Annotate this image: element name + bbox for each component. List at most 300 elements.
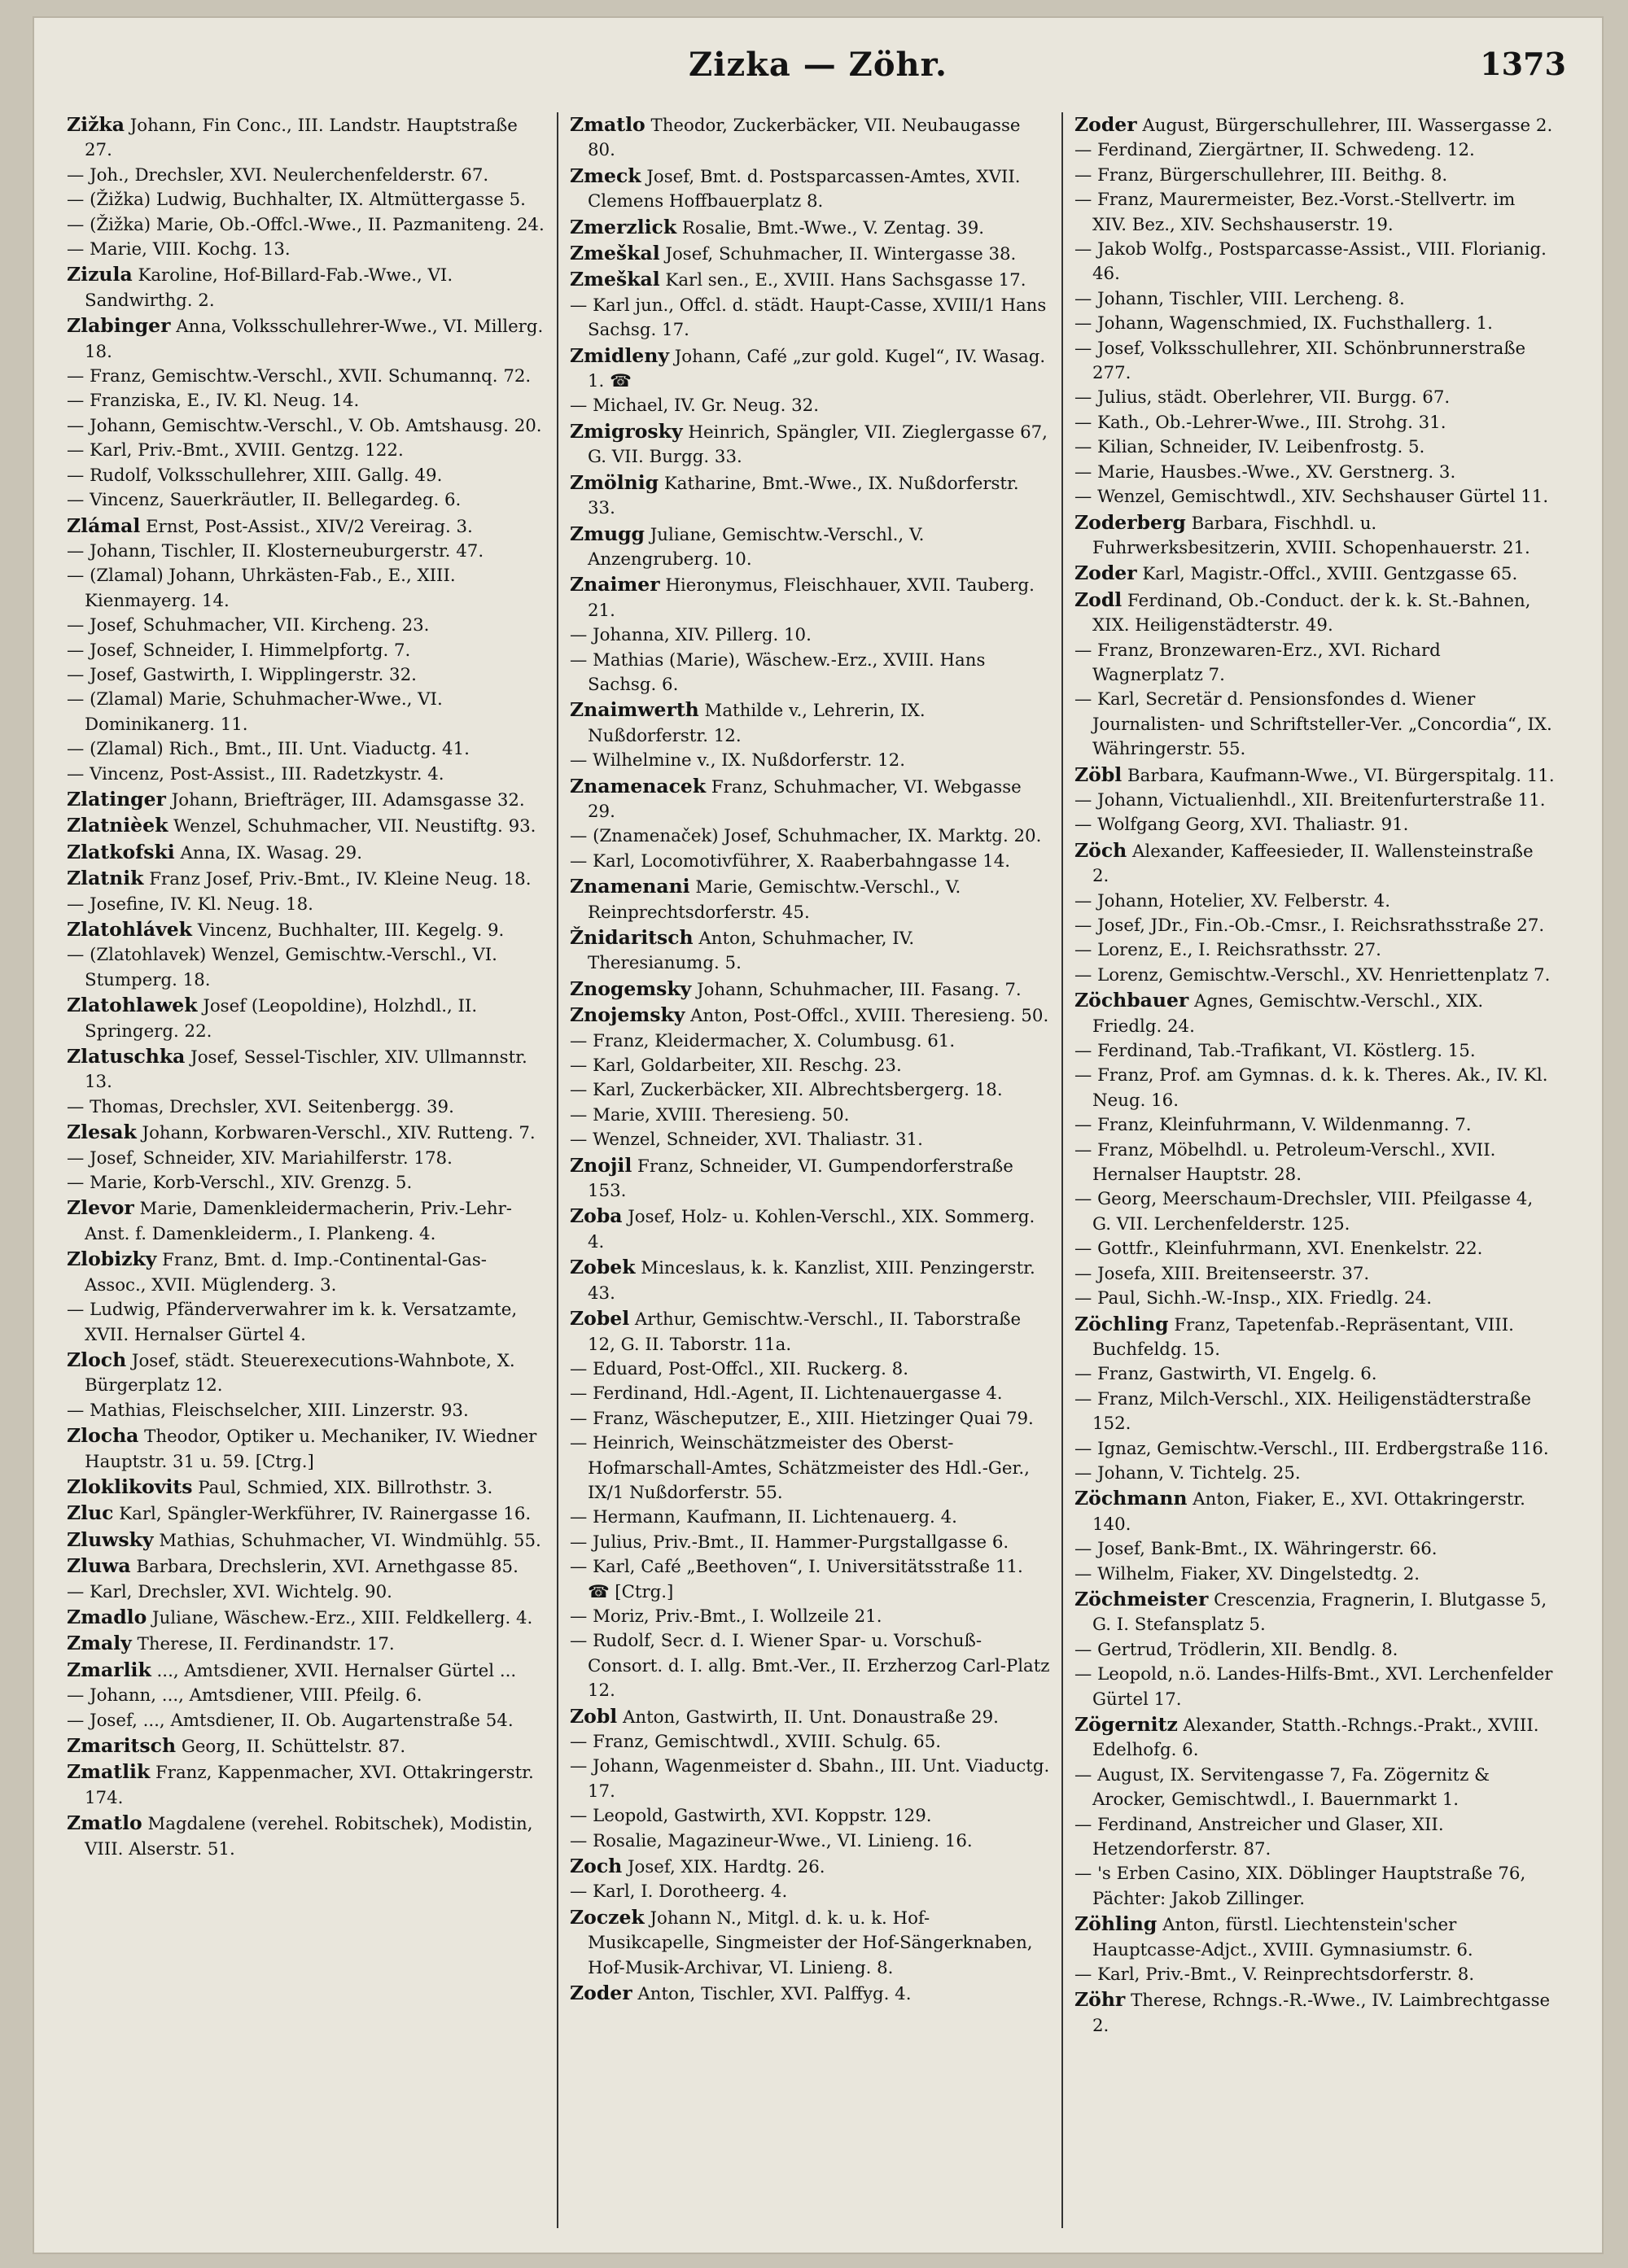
entry-details: — Franz, Kleidermacher, X. Columbusg. 61. <box>570 1030 956 1051</box>
directory-entry <box>1074 510 1555 562</box>
entry-details: Franz, Schuhmacher, VI. Webgasse 29. <box>588 776 1022 822</box>
directory-entry <box>1074 112 1555 138</box>
entry-details: — Karl, Secretär d. Pensionsfondes d. Wiener Journalisten- und Schriftsteller-Ver. „Concordia“, IX. Währingerstr. 55. <box>1074 689 1552 760</box>
entry-details: — Franziska, E., IV. Kl. Neug. 14. <box>67 391 360 412</box>
entry-details: Juliane, Wäschew.-Erz., XIII. Feldkellerg. 4. <box>147 1607 533 1628</box>
entry-surname: Zmaly <box>67 1632 132 1655</box>
directory-entry <box>570 874 1050 925</box>
entry-details: — Johann, Wagenmeister d. Sbahn., III. Unt. Viaductg. 17. <box>570 1756 1050 1802</box>
entry-surname: Zlatnik <box>67 867 144 890</box>
entry-surname: Znojemsky <box>570 1003 685 1027</box>
entry-details: — Johann, Tischler, VIII. Lercheng. 8. <box>1074 288 1405 309</box>
entry-details: — Vincenz, Sauerkräutler, II. Bellegardeg. 6. <box>67 490 462 511</box>
entry-details: — Kilian, Schneider, IV. Leibenfrostg. 5. <box>1074 437 1425 458</box>
directory-entry <box>1074 1039 1555 1064</box>
directory-entry <box>67 639 547 663</box>
entry-surname: Zoder <box>570 1982 632 2005</box>
directory-entry <box>1074 287 1555 312</box>
entry-details: — (Zlatohlavek) Wenzel, Gemischtw.-Verschl., VI. Stumperg. 18. <box>67 945 497 990</box>
entry-details: — Franz, Gemischtw.-Verschl., XVII. Schumannq. 72. <box>67 366 532 387</box>
entry-surname: Zmeškal <box>570 242 660 265</box>
entry-details: — Rudolf, Volksschullehrer, XIII. Gallg. 49. <box>67 465 443 486</box>
entry-surname: Zlatkofski <box>67 840 175 863</box>
directory-entry <box>67 688 547 737</box>
entry-details: Therese, Rchngs.-R.-Wwe., IV. Laimbrechtgasse 2. <box>1092 1991 1551 2036</box>
entry-details: Karl, Spängler-Werkführer, IV. Rainergasse 16. <box>113 1504 532 1525</box>
directory-entry <box>67 1171 547 1195</box>
directory-entry <box>67 763 547 787</box>
directory-entry <box>570 1029 1050 1054</box>
entry-details: — Josef, Bank-Bmt., IX. Währingerstr. 66. <box>1074 1539 1438 1560</box>
directory-entry <box>1074 1537 1555 1562</box>
directory-entry <box>67 1580 547 1605</box>
entry-details: — Lorenz, Gemischtw.-Verschl., XV. Henriettenplatz 7. <box>1074 964 1551 985</box>
entry-details: Franz, Bmt. d. Imp.-Continental-Gas-Assoc., XVII. Müglenderg. 3. <box>85 1250 487 1296</box>
directory-entry <box>570 1306 1050 1357</box>
directory-entry <box>570 1629 1050 1703</box>
directory-entry <box>67 1120 547 1146</box>
directory-entry <box>570 522 1050 573</box>
directory-entry <box>570 1255 1050 1306</box>
entry-details: Rosalie, Bmt.-Wwe., V. Zentag. 39. <box>676 217 985 238</box>
entry-surname: Znaimer <box>570 573 660 596</box>
entry-details: Marie, Gemischtw.-Verschl., V. Reinprechtsdorferstr. 45. <box>588 877 961 923</box>
directory-entry <box>67 1044 547 1095</box>
directory-entry <box>570 697 1050 749</box>
directory-entry <box>1074 1237 1555 1261</box>
directory-entry <box>1074 588 1555 639</box>
entry-details: — Mathias, Fleischselcher, XIII. Linzerstr. 93. <box>67 1400 469 1421</box>
entry-surname: Zoba <box>570 1204 623 1228</box>
entry-details: Vincenz, Buchhalter, III. Kegelg. 9. <box>191 920 505 941</box>
directory-entry <box>67 1658 547 1684</box>
entry-details: — Ferdinand, Anstreicher und Glaser, XII. Hetzendorferstr. 87. <box>1074 1814 1444 1860</box>
directory-entry <box>67 840 547 866</box>
entry-details: Anton, Gastwirth, II. Unt. Donaustraße 29. <box>617 1706 999 1728</box>
entry-details: — Karl, Locomotivführer, X. Raaberbahngasse 14. <box>570 850 1011 872</box>
directory-entry <box>570 1704 1050 1730</box>
directory-entry <box>1074 1362 1555 1387</box>
entry-surname: Zmugg <box>570 522 645 545</box>
directory-entry <box>570 1730 1050 1755</box>
directory-entry <box>570 1003 1050 1029</box>
directory-entry <box>1074 813 1555 837</box>
entry-details: — Rudolf, Secr. d. I. Wiener Spar- u. Vorschuß-Consort. d. I. allg. Bmt.-Ver., II. Erzherzog Carl-Platz 12. <box>570 1631 1050 1702</box>
directory-entry <box>1074 688 1555 762</box>
entry-surname: Zobl <box>570 1704 618 1728</box>
directory-entry <box>1074 1987 1555 2039</box>
entry-surname: Zmeck <box>570 164 641 187</box>
directory-entry <box>570 572 1050 623</box>
entry-details: Alexander, Statth.-Rchngs.-Prakt., XVIII. Edelhofg. 6. <box>1092 1715 1539 1761</box>
entry-surname: Zoder <box>1074 113 1137 136</box>
directory-entry <box>570 470 1050 522</box>
directory-entry <box>1074 1587 1555 1638</box>
entry-details: Johann N., Mitgl. d. k. u. k. Hof-Musikcapelle, Singmeister der Hof-Sängerknaben, Hof-Musik-Archivar, VI. Linieng. 8. <box>588 1907 1033 1978</box>
page-header <box>33 16 1604 106</box>
directory-entry <box>570 1981 1050 2007</box>
entry-surname: Znogemsky <box>570 977 692 1000</box>
directory-entry <box>67 1195 547 1247</box>
directory-entry <box>67 1475 547 1501</box>
directory-entry <box>1074 1663 1555 1712</box>
directory-entry <box>67 1631 547 1657</box>
entry-details: — (Žižka) Marie, Ob.-Offcl.-Wwe., II. Pazmaniteng. 24. <box>67 214 545 235</box>
entry-details: Josef, XIX. Hardtg. 26. <box>622 1857 825 1878</box>
entry-details: Barbara, Fischhdl. u. Fuhrwerksbesitzerin, XVIII. Schopenhauerstr. 21. <box>1092 513 1530 558</box>
entry-surname: Zlatohlawek <box>67 994 198 1017</box>
directory-entry <box>570 164 1050 215</box>
entry-details: — Franz, Möbelhdl. u. Petroleum-Verschl., XVII. Hernalser Hauptstr. 28. <box>1074 1139 1496 1186</box>
entry-details: — Wilhelmine v., IX. Nußdorferstr. 12. <box>570 750 905 771</box>
directory-entry <box>570 623 1050 648</box>
directory-entry <box>1074 411 1555 435</box>
entry-details: — Leopold, Gastwirth, XVI. Koppstr. 129. <box>570 1806 932 1827</box>
entry-surname: Zmidleny <box>570 343 669 367</box>
directory-entry <box>67 513 547 540</box>
entry-details: Ernst, Post-Assist., XIV/2 Vereirag. 3. <box>140 516 473 537</box>
entry-details: — Josefa, XIII. Breitenseerstr. 37. <box>1074 1263 1370 1284</box>
entry-surname: Zobek <box>570 1256 636 1279</box>
entry-details: — Karl, Drechsler, XVI. Wichtelg. 90. <box>67 1581 392 1602</box>
directory-entry <box>1074 914 1555 938</box>
directory-entry <box>67 917 547 943</box>
directory-entry <box>67 1399 547 1423</box>
entry-surname: Zmölnig <box>570 470 659 494</box>
entry-details: — Johann, Victualienhdl., XII. Breitenfurterstraße 11. <box>1074 789 1546 811</box>
entry-details: — Rosalie, Magazineur-Wwe., VI. Linieng. 16. <box>570 1830 973 1851</box>
entry-details: Anton, fürstl. Liechtenstein'scher Hauptcasse-Adjct., XVIII. Gymnasiumstr. 6. <box>1092 1915 1473 1960</box>
directory-entry <box>570 774 1050 825</box>
directory-entry <box>1074 1763 1555 1813</box>
directory-entry <box>1074 485 1555 509</box>
entry-details: ..., Amtsdiener, XVII. Hernalser Gürtel ... <box>151 1660 517 1681</box>
directory-page <box>33 16 1604 2254</box>
directory-entry <box>67 1247 547 1298</box>
entry-details: — Vincenz, Post-Assist., III. Radetzkystr. 4. <box>67 763 444 784</box>
directory-entry <box>570 649 1050 698</box>
directory-entry <box>570 1078 1050 1103</box>
entry-details: Juliane, Gemischtw.-Verschl., V. Anzengruberg. 10. <box>588 524 925 570</box>
entry-details: — Wenzel, Gemischtwdl., XIV. Sechshauser Gürtel 11. <box>1074 487 1549 508</box>
entry-details: Josef (Leopoldine), Holzhdl., II. Springerg. 22. <box>85 996 478 1042</box>
directory-entry <box>1074 639 1555 688</box>
entry-surname: Zlatohlávek <box>67 918 192 941</box>
column-divider <box>1061 112 1063 2228</box>
entry-details: — Franz, Kleinfuhrmann, V. Wildenmanng. 7. <box>1074 1115 1472 1136</box>
entry-surname: Zöchmann <box>1074 1487 1188 1510</box>
directory-entry <box>570 1829 1050 1854</box>
directory-entry <box>1074 1638 1555 1663</box>
entry-surname: Zöhr <box>1074 1988 1126 2012</box>
entry-details: — (Zlamal) Marie, Schuhmacher-Wwe., VI. Dominikanerg. 11. <box>67 689 443 735</box>
entry-details: Josef, Bmt. d. Postsparcassen-Amtes, XVII. Clemens Hoffbauerplatz 8. <box>588 166 1021 212</box>
entry-surname: Zobel <box>570 1307 630 1331</box>
directory-entry <box>67 313 547 365</box>
entry-details: Arthur, Gemischtw.-Verschl., II. Taborstraße 12, G. II. Taborstr. 11a. <box>588 1309 1022 1355</box>
entry-details: Ferdinand, Ob.-Conduct. der k. k. St.-Bahnen, XIX. Heiligenstädterstr. 49. <box>1092 590 1531 636</box>
directory-entry <box>1074 1287 1555 1311</box>
entry-details: — Mathias (Marie), Wäschew.-Erz., XVIII. Hans Sachsg. 6. <box>570 649 986 695</box>
entry-details: Paul, Schmied, XIX. Billrothstr. 3. <box>192 1477 493 1498</box>
entry-surname: Znaimwerth <box>570 698 699 722</box>
entry-details: Theodor, Zuckerbäcker, VII. Neubaugasse 80. <box>588 116 1021 161</box>
entry-details: August, Bürgerschullehrer, III. Wassergasse 2. <box>1136 116 1553 136</box>
entry-details: Karoline, Hof-Billard-Fab.-Wwe., VI. Sandwirthg. 2. <box>85 265 453 311</box>
entry-details: — Michael, IV. Gr. Neug. 32. <box>570 395 819 417</box>
directory-entry <box>570 241 1050 267</box>
directory-entry <box>67 993 547 1044</box>
entry-surname: Zmarlik <box>67 1658 151 1681</box>
directory-entry <box>570 1531 1050 1555</box>
directory-entry <box>67 1684 547 1708</box>
entry-details: — Marie, XVIII. Theresieng. 50. <box>570 1104 850 1125</box>
entry-details: — Josef, JDr., Fin.-Ob.-Cmsr., I. Reichsrathsstraße 27. <box>1074 916 1545 936</box>
directory-entry <box>67 213 547 238</box>
entry-details: — (Žižka) Ludwig, Buchhalter, IX. Altmüttergasse 5. <box>67 190 526 211</box>
entry-details: Anton, Post-Offcl., XVIII. Theresieng. 50. <box>685 1006 1049 1027</box>
directory-entry <box>67 488 547 513</box>
entry-details: Anna, Volksschullehrer-Wwe., VI. Millerg. 18. <box>85 317 544 362</box>
directory-entry <box>1074 238 1555 287</box>
entry-details: Anton, Tischler, XVI. Palffyg. 4. <box>632 1984 912 2005</box>
directory-entry <box>67 439 547 463</box>
entry-surname: Zloklikovits <box>67 1475 193 1498</box>
entry-details: Alexander, Kaffeesieder, II. Wallensteinstraße 2. <box>1092 841 1534 887</box>
entry-surname: Zmatlo <box>67 1811 142 1835</box>
entry-surname: Zögernitz <box>1074 1713 1178 1736</box>
directory-entry <box>570 1854 1050 1880</box>
entry-details: — Johann, Tischler, II. Klosterneuburgerstr. 47. <box>67 540 484 562</box>
entry-details: — Joh., Drechsler, XVI. Neulerchenfelderstr. 67. <box>67 164 489 186</box>
directory-entry <box>1074 1912 1555 1963</box>
entry-details: Josef, Schuhmacher, II. Wintergasse 38. <box>659 244 1017 265</box>
entry-details: — Johanna, XIV. Pillerg. 10. <box>570 625 812 646</box>
entry-details: — Marie, Hausbes.-Wwe., XV. Gerstnerg. 3. <box>1074 461 1456 483</box>
column-1 <box>67 112 547 2236</box>
directory-entry <box>1074 1862 1555 1912</box>
entry-details: — Josef, Schneider, I. Himmelpfortg. 7. <box>67 640 411 661</box>
entry-surname: Zižka <box>67 113 125 136</box>
entry-details: — (Znamenaček) Josef, Schuhmacher, IX. Marktg. 20. <box>570 826 1042 847</box>
directory-entry <box>67 1348 547 1399</box>
directory-entry <box>67 1733 547 1759</box>
directory-entry <box>1074 164 1555 188</box>
entry-details: — Josef, Schuhmacher, VII. Kircheng. 23. <box>67 615 430 636</box>
entry-details: — Franz, Gastwirth, VI. Engelg. 6. <box>1074 1364 1377 1385</box>
entry-details: — Karl jun., Offcl. d. städt. Haupt-Casse, XVIII/1 Hans Sachsg. 17. <box>570 295 1047 341</box>
entry-details: — (Zlamal) Johann, Uhrkästen-Fab., E., XIII. Kienmayerg. 14. <box>67 566 456 611</box>
directory-entry <box>1074 1387 1555 1437</box>
directory-entry <box>570 215 1050 241</box>
entry-details: — Eduard, Post-Offcl., XII. Ruckerg. 8. <box>570 1358 909 1379</box>
entry-surname: Zmatlo <box>570 113 646 136</box>
entry-surname: Zluc <box>67 1501 114 1525</box>
directory-entry <box>570 1905 1050 1981</box>
directory-entry <box>67 866 547 892</box>
entry-surname: Zoderberg <box>1074 510 1186 534</box>
directory-entry <box>570 1407 1050 1431</box>
entry-details: Crescenzia, Fragnerin, I. Blutgasse 5, G. I. Stefansplatz 5. <box>1092 1589 1547 1636</box>
entry-surname: Zmerzlick <box>570 215 677 238</box>
entry-details: Minceslaus, k. k. Kanzlist, XIII. Penzingerstr. 43. <box>588 1258 1035 1304</box>
entry-details: — Heinrich, Weinschätzmeister des Oberst-Hofmarschall-Amtes, Schätzmeister des Hdl.-Ger., IX/1 Nußdorferstr. 55. <box>570 1433 1030 1503</box>
entry-details: Therese, II. Ferdinandstr. 17. <box>131 1634 395 1655</box>
directory-entry <box>67 238 547 262</box>
directory-entry <box>570 294 1050 343</box>
entry-details: Katharine, Bmt.-Wwe., IX. Nußdorferstr. 33. <box>588 473 1019 519</box>
entry-surname: Zluwa <box>67 1554 131 1578</box>
entry-surname: Zmeškal <box>570 268 660 291</box>
entry-details: — Wenzel, Schneider, XVI. Thaliastr. 31. <box>570 1130 923 1151</box>
entry-details: Anton, Fiaker, E., XVI. Ottakringerstr. 140. <box>1092 1489 1525 1535</box>
entry-details: Agnes, Gemischtw.-Verschl., XIX. Friedlg. 24. <box>1092 991 1484 1037</box>
directory-entry <box>67 540 547 564</box>
entry-surname: Zöbl <box>1074 763 1123 786</box>
directory-entry <box>67 262 547 313</box>
entry-details: — Gertrud, Trödlerin, XII. Bendlg. 8. <box>1074 1639 1398 1660</box>
entry-details: — Franz, Bronzewaren-Erz., XVI. Richard Wagnerplatz 7. <box>1074 640 1441 685</box>
entry-details: Barbara, Drechslerin, XVI. Arnethgasse 85. <box>130 1557 519 1578</box>
entry-details: Josef, städt. Steuerexecutions-Wahnbote, X. Bürgerplatz 12. <box>85 1350 515 1396</box>
entry-details: — Kath., Ob.-Lehrer-Wwe., III. Strohg. 31. <box>1074 412 1446 433</box>
entry-details: — Franz, Maurermeister, Bez.-Vorst.-Stellvertr. im XIV. Bez., XIV. Sechshauserstr. 19. <box>1074 190 1516 235</box>
directory-entry <box>570 1605 1050 1629</box>
directory-entry <box>1074 763 1555 789</box>
entry-details: Johann, Fin Conc., III. Landstr. Hauptstraße 27. <box>85 116 518 161</box>
entry-surname: Zmaritsch <box>67 1734 177 1757</box>
directory-entry <box>1074 964 1555 988</box>
directory-entry <box>67 389 547 413</box>
entry-details: — Karl, Priv.-Bmt., XVIII. Gentzg. 122. <box>67 440 404 461</box>
directory-entry <box>1074 1113 1555 1138</box>
directory-entry <box>1074 188 1555 238</box>
entry-details: — Julius, städt. Oberlehrer, VII. Burgg. 67. <box>1074 387 1451 409</box>
entry-surname: Zlobizky <box>67 1248 157 1271</box>
directory-entry <box>570 1382 1050 1406</box>
entry-details: Josef, Sessel-Tischler, XIV. Ullmannstr. 13. <box>85 1047 527 1093</box>
entry-surname: Zöchling <box>1074 1312 1169 1335</box>
entry-details: — Franz, Bürgerschullehrer, III. Beithg. 8. <box>1074 164 1448 186</box>
entry-details: — Ferdinand, Ziergärtner, II. Schwedeng. 12. <box>1074 140 1475 161</box>
entry-details: — Johann, ..., Amtsdiener, VIII. Pfeilg. 6. <box>67 1685 422 1706</box>
entry-details: Johann, Café „zur gold. Kugel“, IV. Wasag. 1. ☎ <box>588 346 1046 392</box>
entry-details: Franz Josef, Priv.-Bmt., IV. Kleine Neug. 18. <box>143 869 532 890</box>
directory-entry <box>570 749 1050 773</box>
entry-details: — Franz, Milch-Verschl., XIX. Heiligenstädterstraße 152. <box>1074 1388 1532 1435</box>
entry-details: — Ignaz, Gemischtw.-Verschl., III. Erdbergstraße 116. <box>1074 1438 1549 1459</box>
directory-entry <box>1074 889 1555 914</box>
entry-details: — Karl, Goldarbeiter, XII. Reschg. 23. <box>570 1055 902 1077</box>
entry-details: — Ferdinand, Tab.-Trafikant, VI. Köstlerg. 15. <box>1074 1041 1476 1062</box>
directory-entry <box>1074 1437 1555 1462</box>
directory-entry <box>1074 1262 1555 1287</box>
directory-entry <box>1074 337 1555 387</box>
entry-surname: Zlesak <box>67 1121 137 1144</box>
directory-entry <box>570 850 1050 874</box>
directory-entry <box>67 188 547 212</box>
page-title: Zizka — Zöhr. <box>689 46 947 84</box>
directory-entry <box>1074 1963 1555 1987</box>
directory-entry <box>1074 1138 1555 1188</box>
entry-details: Barbara, Kaufmann-Wwe., VI. Bürgerspitalg. 11. <box>1122 765 1555 786</box>
column-divider <box>557 112 558 2228</box>
directory-entry <box>67 1709 547 1733</box>
entry-details: — Marie, Korb-Verschl., XIV. Grenzg. 5. <box>67 1173 413 1194</box>
directory-entry <box>1074 561 1555 587</box>
entry-surname: Zmatlik <box>67 1760 151 1784</box>
directory-entry <box>570 1357 1050 1382</box>
column-2 <box>570 112 1050 2236</box>
entry-details: — Johann, V. Tichtelg. 25. <box>1074 1462 1301 1484</box>
directory-entry <box>570 112 1050 164</box>
entry-details: — Gottfr., Kleinfuhrmann, XVI. Enenkelstr. 22. <box>1074 1239 1483 1260</box>
entry-details: — Karl, Zuckerbäcker, XII. Albrechtsbergerg. 18. <box>570 1080 1003 1101</box>
directory-entry <box>1074 1562 1555 1587</box>
directory-entry <box>67 564 547 614</box>
entry-details: — Leopold, n.ö. Landes-Hilfs-Bmt., XVI. Lerchenfelder Gürtel 17. <box>1074 1664 1553 1710</box>
entry-surname: Zöchbauer <box>1074 989 1189 1012</box>
directory-entry <box>570 1153 1050 1204</box>
entry-surname: Zlabinger <box>67 314 171 338</box>
entry-details: Heinrich, Spängler, VII. Zieglergasse 67, G. VII. Burgg. 33. <box>588 422 1048 468</box>
entry-details: — Wolfgang Georg, XVI. Thaliastr. 91. <box>1074 815 1409 836</box>
entry-surname: Zlatuschka <box>67 1045 186 1068</box>
directory-entry <box>67 1527 547 1554</box>
directory-entry <box>1074 1312 1555 1363</box>
entry-surname: Zoder <box>1074 562 1137 585</box>
entry-details: — Julius, Priv.-Bmt., II. Hammer-Purgstallgasse 6. <box>570 1532 1009 1553</box>
entry-details: — Franz, Gemischtwdl., XVIII. Schulg. 65. <box>570 1732 942 1752</box>
entry-surname: Zoczek <box>570 1905 645 1929</box>
entry-details: — Hermann, Kaufmann, II. Lichtenauerg. 4. <box>570 1507 957 1528</box>
directory-entry <box>67 943 547 993</box>
directory-entry <box>570 419 1050 470</box>
entry-surname: Žnidaritsch <box>570 926 694 949</box>
directory-entry <box>67 1423 547 1475</box>
entry-details: Johann, Schuhmacher, III. Fasang. 7. <box>691 979 1022 1000</box>
directory-entry <box>1074 988 1555 1039</box>
entry-details: Johann, Korbwaren-Verschl., XIV. Rutteng. 7. <box>136 1123 536 1144</box>
directory-entry <box>1074 1712 1555 1763</box>
entry-details: — Johann, Hotelier, XV. Felberstr. 4. <box>1074 890 1390 911</box>
entry-surname: Zlevor <box>67 1196 134 1220</box>
directory-entry <box>570 925 1050 977</box>
entry-details: Theodor, Optiker u. Mechaniker, IV. Wiedner Hauptstr. 31 u. 59. [Ctrg.] <box>85 1427 537 1472</box>
entry-details: — Paul, Sichh.-W.-Insp., XIX. Friedlg. 24. <box>1074 1288 1433 1309</box>
entry-details: — August, IX. Servitengasse 7, Fa. Zögernitz & Arocker, Gemischtwdl., I. Bauernmarkt 1. <box>1074 1764 1490 1811</box>
entry-surname: Zöhling <box>1074 1912 1158 1936</box>
entry-surname: Zlocha <box>67 1424 139 1448</box>
directory-entry <box>570 1128 1050 1152</box>
directory-entry <box>67 365 547 389</box>
directory-entry <box>67 112 547 164</box>
entry-details: — Karl, Café „Beethoven“, I. Universitätsstraße 11. ☎ [Ctrg.] <box>570 1557 1023 1602</box>
entry-details: Karl sen., E., XVIII. Hans Sachsgasse 17. <box>659 270 1026 291</box>
directory-entry <box>1074 312 1555 336</box>
directory-entry <box>1074 386 1555 410</box>
entry-details: — Ludwig, Pfänderverwahrer im k. k. Versatzamte, XVII. Hernalser Gürtel 4. <box>67 1300 518 1345</box>
entry-details: — Ferdinand, Hdl.-Agent, II. Lichtenauergasse 4. <box>570 1383 1003 1405</box>
entry-details: Anton, Schuhmacher, IV. Theresianumg. 5. <box>588 929 915 974</box>
directory-entry <box>1074 1813 1555 1863</box>
entry-details: — Moriz, Priv.-Bmt., I. Wollzeile 21. <box>570 1606 882 1627</box>
entry-details: — Josef, Volksschullehrer, XII. Schönbrunnerstraße 277. <box>1074 338 1526 384</box>
directory-entry <box>67 893 547 917</box>
directory-entry <box>67 1811 547 1862</box>
entry-surname: Znamenani <box>570 875 690 898</box>
directory-entry <box>67 813 547 839</box>
